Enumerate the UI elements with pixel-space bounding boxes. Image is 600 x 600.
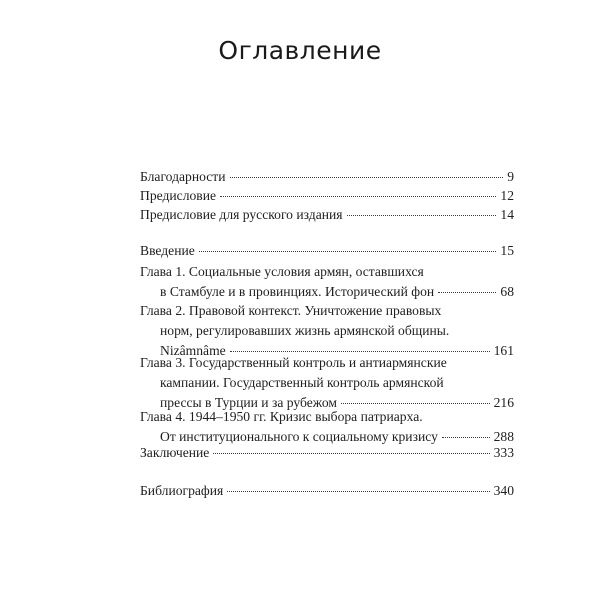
toc-page-number: 288 (493, 429, 514, 444)
toc-page-number: 9 (507, 169, 514, 184)
toc-line (140, 446, 514, 466)
toc-entry-title: Заключение (140, 445, 210, 460)
toc-line (140, 189, 514, 209)
toc-page-number: 161 (493, 343, 514, 358)
toc-line (140, 410, 514, 430)
toc-entry (140, 244, 514, 264)
dot-leader (230, 176, 504, 178)
toc-entry (140, 356, 514, 416)
dot-leader (199, 250, 497, 252)
dot-leader (220, 195, 496, 197)
toc-line (140, 376, 514, 396)
toc-entry (140, 484, 514, 504)
dot-leader (347, 214, 497, 216)
toc-line (140, 244, 514, 264)
toc-entry-title-continued: Nizâmnâme (160, 343, 226, 358)
toc-line (140, 484, 514, 504)
toc-page-number: 216 (493, 395, 514, 410)
toc-entry-title-continued: норм, регулировавших жизнь армянской общины. (160, 323, 450, 338)
toc-page-number: 68 (500, 284, 514, 299)
dot-leader (213, 452, 489, 454)
toc-entry-title: Предисловие для русского издания (140, 207, 343, 222)
toc-entry-title: Благодарности (140, 169, 226, 184)
dot-leader (341, 402, 490, 404)
toc-line (140, 265, 514, 285)
toc-entry-title: Глава 1. Социальные условия армян, оставшихся (140, 264, 424, 279)
toc-line (140, 304, 514, 324)
toc-entry (140, 265, 514, 305)
toc-entry (140, 208, 514, 228)
toc-entry-title-continued: в Стамбуле и в провинциях. Исторический фон (160, 284, 435, 299)
toc-entry-title: Глава 3. Государственный контроль и антиармянские (140, 355, 447, 370)
toc-entry-title: Глава 4. 1944–1950 гг. Кризис выбора патриарха. (140, 409, 423, 424)
toc-line (140, 208, 514, 228)
dot-leader (227, 490, 489, 492)
dot-leader (230, 350, 490, 352)
toc-entry-title-continued: кампании. Государственный контроль армянской (160, 375, 444, 390)
toc-page-number: 14 (500, 207, 514, 222)
toc-entry (140, 170, 514, 190)
toc-line (140, 285, 514, 305)
toc-line (140, 170, 514, 190)
toc-page-number: 333 (493, 445, 514, 460)
page-title: Оглавление (218, 36, 382, 65)
toc-line (140, 356, 514, 376)
toc-entry-title: Библиография (140, 483, 224, 498)
dot-leader (438, 291, 496, 293)
toc-entry (140, 446, 514, 466)
toc-entry (140, 410, 514, 450)
toc-line (140, 324, 514, 344)
toc-entry-title: Предисловие (140, 188, 217, 203)
toc-entry (140, 189, 514, 209)
toc-page-number: 15 (500, 243, 514, 258)
dot-leader (442, 436, 490, 438)
toc-page-number: 12 (500, 188, 514, 203)
toc-entry-title-continued: прессы в Турции и за рубежом (160, 395, 337, 410)
toc-entry-title: Введение (140, 243, 195, 258)
toc-page-number: 340 (493, 483, 514, 498)
toc-entry-title-continued: От институционального к социальному кризису (160, 429, 438, 444)
toc-entry-title: Глава 2. Правовой контекст. Уничтожение правовых (140, 303, 442, 318)
